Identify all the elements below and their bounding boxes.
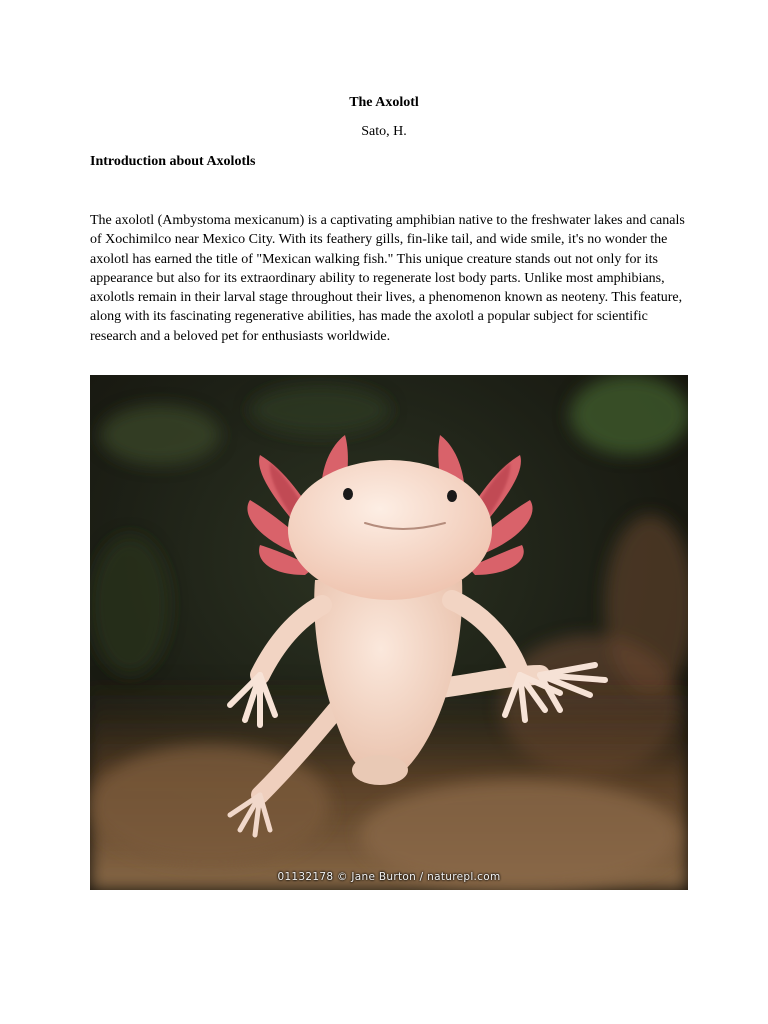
document-author: Sato, H.: [361, 124, 407, 139]
document-title: The Axolotl: [349, 95, 419, 110]
photo-credit: 01132178 © Jane Burton / naturepl.com: [277, 871, 501, 883]
axolotl-photo: [90, 375, 688, 890]
section-heading: Introduction about Axolotls: [90, 154, 256, 169]
axolotl-head: [288, 460, 492, 600]
right-eye: [447, 490, 457, 502]
intro-paragraph: The axolotl (Ambystoma mexicanum) is a captivating amphibian native to the freshwater lakes and canals of Xochimilco near Mexico City. With its feathery gills, fin-like tail, and wide smile, it's no wonder the axolotl has earned the title of "Mexican walking fish." This unique creature stands out not only for its appearance but also for its extraordinary ability to regenerate lost body parts. Unlike most amphibians, axolotls remain in their larval stage throughout their lives, a phenomenon known as neoteny. This feature, along with its fascinating regenerative abilities, has made the axolotl a popular subject for scientific research and a beloved pet for enthusiasts worldwide.: [90, 213, 685, 344]
left-eye: [343, 488, 353, 500]
axolotl-illustration: [90, 375, 688, 890]
